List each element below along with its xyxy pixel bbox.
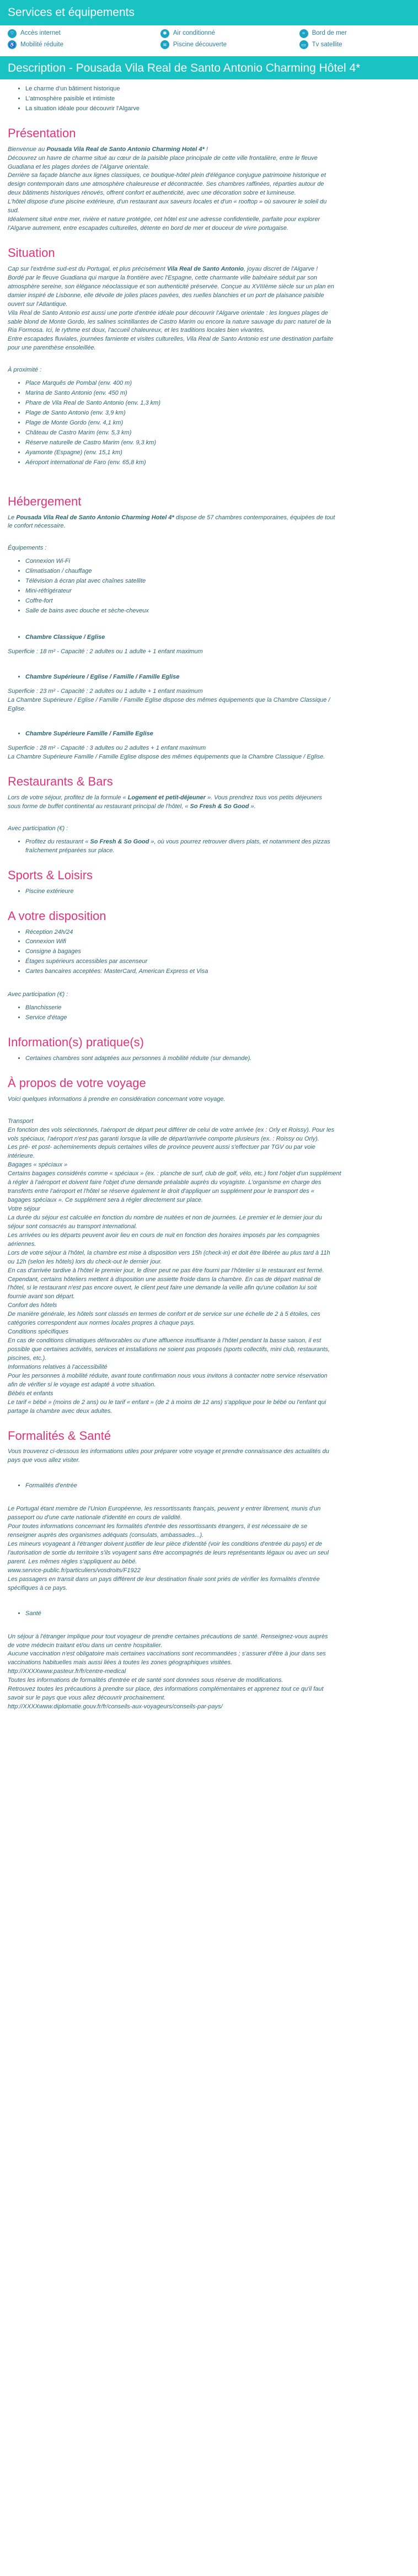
restaurants-text: Lors de votre séjour, profitez de la formule « Logement et petit-déjeuner ». Vous prendrez tous vos petits déjeuners sous forme de buffet continental au restaurant principal de l'hôtel, « So Fresh & So Good ». — [8, 794, 323, 810]
text-line: Retrouvez toutes les précautions à prendre sur place, des informations complémentaires et apprenez tout ce qu'il faut — [8, 1686, 324, 1693]
text-line: piscines, etc.). — [8, 1354, 47, 1362]
formalites-admin-label: • Formalités d'entrée — [25, 1482, 410, 1491]
text-line: Cependant, certains hôteliers mettent à disposition une assiette froide dans la chambre. En cas de départ matinal de — [8, 1276, 321, 1283]
amenity-item — [299, 40, 410, 50]
voyage-text — [8, 1117, 410, 1416]
text-line: Aucune vaccination n'est obligatoire mais certaines vaccinations sont recommandées ; s'assurer d'être à jour dans ses — [8, 1650, 326, 1658]
text-line: l'Algarve autrement, entre escapades culturelles, détente en bord de mer et douceur de vivre portugaise. — [8, 225, 289, 232]
hotel-name: Pousada Vila Real de Santo Antonio Charming Hotel 4* — [46, 146, 205, 153]
text-line: séjour sont consacrés au transport international. — [8, 1223, 137, 1230]
text-line: La durée du séjour est calculée en fonction du nombre de nuitées et non de journées. Le premier et le dernier jour du — [8, 1214, 322, 1221]
text-line: La Chambre Supérieure Famille / Famille Eglise dispose des mêmes équipements que la Chambre Classique / Eglise. — [8, 754, 325, 761]
room-block — [8, 718, 410, 762]
text-line: Confort des hôtels — [8, 1302, 57, 1309]
text-line: Le tarif « bébé » (moins de 2 ans) ou le tarif « enfant » (de 2 à moins de 12 ans) s'applique pour le bébé ou l'enfant qui — [8, 1399, 326, 1406]
services-section — [0, 0, 418, 56]
room-name: • Chambre Supérieure Famille / Famille Eglise — [25, 730, 410, 739]
text-line: Les mineurs voyageant à l'étranger doivent justifier de leur pièce d'identité (voir les conditions d'entrée du pays) et de — [8, 1541, 323, 1547]
text-line: transferts entre l'aéroport et l'hôtel se réserve également le droit d'appliquer un supplément pour le transport des « — [8, 1188, 315, 1195]
sports-title: Sports & Loisirs — [8, 868, 93, 882]
list-item: • Profitez du restaurant « So Fresh & So Good », où vous pourrez retrouver divers plats, et notamment des pizzas fraîchement préparées sur place. — [25, 838, 410, 856]
text-line: Pour les personnes à mobilité réduite, avant toute confirmation nous vous invitons à contacter notre service réservation — [8, 1372, 328, 1379]
list-item: • Plage de Santo Antonio (env. 3,9 km) — [25, 409, 410, 418]
list-item: • Cartes bancaires acceptées: MasterCard, American Express et Visa — [25, 967, 410, 976]
text-line: Les passagers en transit dans un pays différent de leur destination finale sont priés de vérifier les formalités d'entrée — [8, 1575, 320, 1583]
amenity-item — [160, 29, 299, 38]
restaurants-paid-label: Avec participation (€) : — [8, 825, 68, 832]
text-line: Superficie : 18 m² - Capacité : 2 adultes ou 1 adulte + 1 enfant maximum — [8, 648, 203, 655]
amenity-label: Piscine découverte — [173, 41, 227, 49]
list-item: • Certaines chambres sont adaptées aux personnes à mobilité réduite (sur demande). — [25, 1055, 410, 1063]
text-line: vols spéciaux, l'aéroport n'est pas garanti lorsque la ville de départ/arrivée comporte plusieurs (ex. : Roissy ou Orly). — [8, 1135, 319, 1142]
text-line: Ria Formosa. Ici, le rythme est doux, l'accueil chaleureux, et les traditions locales bien vivantes. — [8, 327, 265, 334]
list-item: • Plage de Monte Gordo (env. 4,1 km) — [25, 419, 410, 428]
text-line: ou 12h (selon les hôtels) lors du check-out le dernier jour. — [8, 1258, 162, 1265]
formalites-title: Formalités & Santé — [8, 1428, 111, 1443]
text-line: l'autorisation de sortie du territoire s'ils voyagent sans être accompagnés de leurs représentants légaux ou avec un seul — [8, 1549, 329, 1556]
text-line: Guadiana et les plages dorées de l'Algarve orientale. — [8, 163, 150, 170]
room-name-list — [10, 673, 410, 682]
wave-icon: ≈ — [299, 29, 308, 38]
list-item: • Le charme d'un bâtiment historique — [25, 85, 410, 94]
text-line: www.service-public.fr/particuliers/vosdroits/F1922 — [8, 1567, 141, 1574]
text-line: de votre médecin traitant et/ou dans un centre hospitalier. — [8, 1642, 163, 1649]
text-line: renseigner auprès des organismes adéquats (consulats, ambassades...). — [8, 1532, 204, 1539]
wheelchair-icon: ♿ — [8, 40, 17, 49]
room-block — [8, 661, 410, 714]
text-line: aériennes. — [8, 1240, 36, 1247]
restaurants-paid-list — [10, 838, 410, 856]
formalites-health-label: • Santé — [25, 1610, 410, 1618]
text-line: vaccinations habituelles mais aussi liées à toutes les zones géographiques visitées. — [8, 1659, 233, 1666]
tv-icon: ▭ — [299, 40, 308, 49]
text-line: Conditions spécifiques — [8, 1329, 69, 1336]
disposition-paid-label: Avec participation (€) : — [8, 991, 68, 998]
disposition-list — [10, 928, 410, 977]
text-line: L'hôtel dispose d'une piscine extérieure, d'un restaurant aux saveurs locales et d'un « rooftop » où savourer le soleil du — [8, 198, 327, 206]
list-item: • Étages supérieurs accessibles par ascenseur — [25, 958, 410, 966]
amenity-item — [299, 29, 410, 38]
text-line: sable blond de Monte Gordo, les salines scintillantes de Castro Marim ou encore la nature sauvage du parc naturel de la — [8, 318, 331, 325]
text-line: En fonction des vols sélectionnés, l'aéroport de départ peut différer de celui de votre arrivée (ex : Orly et Roissy). Pour les — [8, 1126, 335, 1133]
text-line: http://XXXXwww.diplomatie.gouv.fr/fr/conseils-aux-voyageurs/conseils-par-pays/ — [8, 1703, 223, 1711]
formalites-health-list — [10, 1610, 410, 1618]
equipment-label: Équipements : — [8, 545, 47, 552]
text-line: Transport — [8, 1117, 34, 1125]
information-list — [10, 1055, 410, 1063]
list-item: • Coffre-fort — [25, 597, 410, 606]
text-line: Idéalement situé entre mer, rivière et nature protégée, cet hôtel est une adresse confidentielle, parfaite pour explorer — [8, 216, 320, 223]
amenity-item — [8, 29, 160, 38]
formalites-admin-list — [10, 1482, 410, 1491]
description-bullets — [10, 85, 410, 114]
room-name: • Chambre Supérieure / Eglise / Famille / Famille Eglise — [25, 673, 410, 682]
list-item: • Aéroport international de Faro (env. 65,8 km) — [25, 459, 410, 467]
text-line: Derrière sa façade blanche aux lignes classiques, ce boutique-hôtel plein d'élégance conjugue patrimoine historique et — [8, 172, 326, 179]
services-title: Services et équipements — [0, 0, 418, 25]
room-details — [8, 648, 410, 657]
text-line: Vous trouverez ci-dessous les informations utiles pour préparer votre voyage et prendre connaissance des actualités du — [8, 1448, 329, 1455]
text-line: design contemporain dans une atmosphère chaleureuse et décontractée. Ses chambres raffinées, réparties autour de — [8, 181, 324, 188]
text-line: De manière générale, les hôtels sont classés en termes de confort et de service sur une échelle de 2 à 5 étoiles, ces — [8, 1311, 320, 1318]
text-line: Superficie : 28 m² - Capacité : 3 adultes ou 2 adultes + 1 enfant maximum — [8, 745, 206, 752]
text-line: catégories correspondent aux normes locales propres à chaque pays. — [8, 1320, 195, 1327]
room-block — [8, 621, 410, 657]
text-line: pour une parenthèse ensoleillée. — [8, 345, 96, 352]
list-item: • Blanchisserie — [25, 1004, 410, 1013]
text-line: Lors de votre séjour à l'hôtel, la chambre est mise à disposition vers 15h (check-in) et doit être libérée au plus tard à 11h — [8, 1249, 330, 1256]
text-line: Bordé par le fleuve Guadiana qui marque la frontière avec l'Espagne, cette charmante ville balnéaire séduit par son — [8, 274, 317, 281]
amenity-item — [8, 40, 160, 50]
room-name: • Chambre Classique / Eglise — [25, 633, 410, 642]
text-line: Vila Real de Santo Antonio est aussi une porte d'entrée idéale pour découvrir l'Algarve orientale : les longues plages de — [8, 309, 328, 316]
list-item: • L'atmosphère paisible et intimiste — [25, 95, 410, 104]
text-line: Toutes les informations de formalités d'entrée et de santé sont données sous réserve de modifications. — [8, 1677, 283, 1684]
list-item: • Consigne à bagages — [25, 948, 410, 956]
pool-icon: ≋ — [160, 40, 169, 49]
situation-title: Situation — [8, 246, 55, 260]
text-line: En cas de conditions climatiques défavorables ou d'une affluence insuffisante à l'hôtel pendant la basse saison, il est — [8, 1337, 321, 1345]
list-item: • Phare de Vila Real de Santo Antonio (env. 1,3 km) — [25, 399, 410, 408]
amenity-label: Bord de mer — [312, 30, 347, 37]
presentation-text: Bienvenue au Pousada Vila Real de Santo Antonio Charming Hotel 4* ! Découvrez un havre de charme situé au cœur de la paisible place principale de cette ville frontalière, entre le fleuve Guadiana et les plages dorées de l'Algarve orientale. Derrière sa façade blanche aux lignes classiques, ce boutique-hôtel plein d'élégance conjugue patrimoine historique et design contemporain dans une atmosphère chaleureuse et décontractée. Ses chambres raffinées, réparties autour de deux bâtiments historiques rénovés, offrent confort et authenticité, avec une décoration sobre et lumineuse. L'hôtel dispose d'une piscine extérieure, d'un restaurant aux saveurs locales et d'un « rooftop » où savourer le soleil du sud. Idéalement situé entre mer, rivière et nature protégée, cet hôtel est une adresse confidentielle, parfaite pour explorer l'Algarve autrement, entre escapades culturelles, détente en bord de mer et douceur de vivre portugaise. — [8, 146, 327, 232]
list-item: • Connexion Wifi — [25, 938, 410, 946]
hebergement-title: Hébergement — [8, 494, 82, 508]
disposition-title: A votre disposition — [8, 908, 106, 923]
amenities-grid — [0, 25, 418, 56]
text-line: possible que certaines activités, services et installations ne soient pas proposés (sports collectifs, mini club, restaurants, — [8, 1346, 330, 1353]
text-line: La Chambre Supérieure / Eglise / Famille / Famille Eglise dispose des mêmes équipements que la Chambre Classique / — [8, 696, 330, 703]
text-line: intérieure. — [8, 1153, 35, 1160]
text-line: sud. — [8, 207, 19, 214]
text-line: atmosphère sereine, son élégance néoclassique et son authenticité préservée. Conçue au XVIIIème siècle sur un plan en — [8, 283, 334, 290]
description-section — [0, 56, 418, 1727]
amenity-item — [160, 40, 299, 50]
text-line: à régler à l'aéroport et doivent faire l'objet d'une demande préalable auprès du voyagiste. L'organisme en charge des — [8, 1179, 321, 1186]
proximity-list — [10, 379, 410, 467]
information-title: Information(s) pratique(s) — [8, 1035, 144, 1050]
list-item: • Mini-réfrigérateur — [25, 587, 410, 596]
situation-text: Cap sur l'extrême sud-est du Portugal, et plus précisément Vila Real de Santo Antonio, joyau discret de l'Algarve ! Bordé par le fleuve Guadiana qui marque la frontière avec l'Espagne, cette charmante ville balnéaire séduit par son atmosphère sereine, son élégance néoclassique et son authenticité préservée. Conçue au XVIIIème siècle sur un plan en damier inspiré de Lisbonne, elle dévoile de jolies places pavées, des ruelles blanchies et un port de plaisance paisible ouvert sur l'Atlantique. Vila Real de Santo Antonio est aussi une porte d'entrée idéale pour découvrir l'Algarve orientale : les longues plages de sable blond de Monte Gordo, les salines scintillantes de Castro Marim ou encore la nature sauvage du parc naturel de la Ria Formosa. Ici, le rythme est doux, l'accueil chaleureux, et les traditions locales bien vivantes. Entre escapades fluviales, journées farniente et visites culturelles, Vila Real de Santo Antonio est une destination parfaite pour une parenthèse ensoleillée. — [8, 265, 334, 352]
text-line: Votre séjour — [8, 1206, 40, 1213]
list-item: • Service d'étage — [25, 1014, 410, 1023]
room-name-list — [10, 730, 410, 739]
list-item: • Marina de Santo Antonio (env. 450 m) — [25, 389, 410, 398]
text-line: spécifiques à ce pays. — [8, 1584, 68, 1591]
text-line: Un séjour à l'étranger implique pour tout voyageur de prendre certaines précautions de santé. Renseignez-vous auprès — [8, 1633, 328, 1640]
text-line: Entre escapades fluviales, journées farniente et visites culturelles, Vila Real de Santo Antonio est une destination parfaite — [8, 336, 334, 343]
voyage-intro: Voici quelques informations à prendre en considération concernant votre voyage. — [8, 1095, 226, 1103]
text-line: ouvert sur l'Atlantique. — [8, 300, 68, 308]
amenity-label: Mobilité réduite — [20, 41, 63, 49]
amenity-label: Air conditionné — [173, 30, 215, 37]
amenity-label: Accès internet — [20, 30, 61, 37]
amenity-label: Tv satellite — [312, 41, 342, 49]
presentation-title: Présentation — [8, 126, 76, 140]
text-line: pays que vous allez visiter. — [8, 1457, 81, 1464]
list-item: • Télévision à écran plat avec chaînes satellite — [25, 577, 410, 586]
list-item: • Château de Castro Marim (env. 5,3 km) — [25, 429, 410, 438]
list-item: • Connexion Wi-Fi — [25, 557, 410, 566]
formalites-admin-text — [8, 1505, 410, 1593]
text-line: bagages spéciaux ». Ce supplément sera à régler directement sur place. — [8, 1197, 203, 1204]
list-item: • Réception 24h/24 — [25, 928, 410, 937]
room-details — [8, 687, 410, 714]
text-line: Bagages « spéciaux » — [8, 1161, 68, 1169]
text-line: Les pré- et post- acheminements depuis certaines villes de province peuvent aussi s'effectuer par TGV ou par voie — [8, 1144, 315, 1151]
text-line: En cas d'arrivée tardive à l'hôtel le premier jour, le dîner peut ne pas être fourni par l'hôtelier si le restaurant est fermé. — [8, 1267, 324, 1274]
text-line: savoir sur le pays que vous allez découvrir prochainement. — [8, 1695, 166, 1702]
text-line: afin de vérifier si le voyage est adapté à votre situation. — [8, 1381, 156, 1388]
rooms-list — [8, 621, 410, 762]
snowflake-icon: ✱ — [160, 29, 169, 38]
text-line: fournie avant son départ. — [8, 1293, 75, 1300]
sports-list — [10, 888, 410, 896]
text-line: partage la chambre avec deux adultes. — [8, 1407, 112, 1415]
list-item: • Piscine extérieure — [25, 888, 410, 896]
text-line: deux bâtiments historiques rénovés, offrent confort et authenticité, avec une décoration sobre et lumineuse. — [8, 190, 296, 197]
text-line: damier inspiré de Lisbonne, elle dévoile de jolies places pavées, des ruelles blanchies et un port de plaisance paisible — [8, 292, 324, 299]
text-line: l'hôtel, si le restaurant n'est pas encore ouvert, le client peut faire une demande la veille afin qu'une collation lui soit — [8, 1284, 317, 1292]
voyage-title: À propos de votre voyage — [8, 1075, 146, 1090]
list-item: • Climatisation / chauffage — [25, 567, 410, 576]
formalites-intro — [8, 1448, 410, 1465]
text-line: parent. Les mêmes règles s'appliquent au bébé. — [8, 1558, 137, 1565]
disposition-paid-list — [10, 1004, 410, 1023]
equipment-list — [10, 557, 410, 616]
list-item: • Ayamonte (Espagne) (env. 15,1 km) — [25, 449, 410, 458]
text-line: Superficie : 23 m² - Capacité : 2 adultes ou 1 adulte + 1 enfant maximum — [8, 687, 203, 695]
list-item: • Salle de bains avec douche et sèche-cheveux — [25, 607, 410, 616]
list-item: • La situation idéale pour découvrir l'Algarve — [25, 105, 410, 114]
text-line: Informations relatives à l'accessibilité — [8, 1363, 108, 1370]
text-line: http://XXXXwww.pasteur.fr/fr/centre-medical — [8, 1668, 126, 1675]
formalites-health-text — [8, 1633, 410, 1712]
wifi-icon: ⌔ — [8, 29, 17, 38]
text-line: Eglise. — [8, 705, 26, 712]
list-item: • Réserve naturelle de Castro Marim (env. 9,3 km) — [25, 439, 410, 448]
room-name-list — [10, 633, 410, 642]
text-line: Découvrez un havre de charme situé au cœur de la paisible place principale de cette ville frontalière, entre le fleuve — [8, 154, 318, 162]
proximity-label: À proximité : — [8, 367, 42, 374]
description-title: Description - Pousada Vila Real de Santo Antonio Charming Hôtel 4* — [0, 56, 418, 79]
hebergement-intro: Le Pousada Vila Real de Santo Antonio Charming Hotel 4* dispose de 57 chambres contemporaines, équipées de tout le confort nécessaire. — [8, 514, 335, 530]
text-line: passeport ou d'une carte nationale d'identité en cours de validité. — [8, 1514, 183, 1521]
text-line: Les arrivées ou les départs peuvent avoir lieu en cours de nuit en fonction des horaires imposés par les compagnies — [8, 1231, 320, 1239]
text-line: Pour toutes informations concernant les formalités d'entrée des ressortissants étrangers, il est nécessaire de se — [8, 1523, 308, 1530]
room-details — [8, 744, 410, 762]
text-line: Le Portugal étant membre de l'Union Européenne, les ressortissants français, peuvent y entrer librement, munis d'un — [8, 1505, 321, 1513]
text-line: Bébés et enfants — [8, 1390, 53, 1397]
text-line: Certains bagages considérés comme « spéciaux » (ex. : planche de surf, club de golf, vélo, etc.) font l'objet d'un supplément — [8, 1170, 341, 1177]
list-item: • Place Marquês de Pombal (env. 400 m) — [25, 379, 410, 388]
restaurants-title: Restaurants & Bars — [8, 775, 113, 789]
